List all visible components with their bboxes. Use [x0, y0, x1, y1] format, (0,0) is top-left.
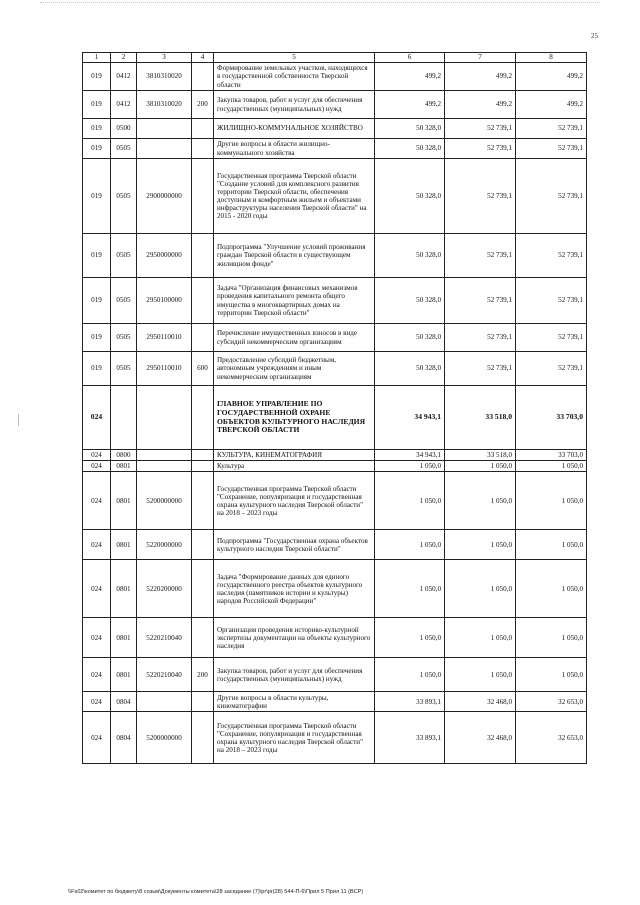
cell-amount-col8: 1 050,0 — [516, 618, 587, 658]
cell-amount-col6: 499,2 — [375, 63, 445, 91]
cell-amount-col7: 33 518,0 — [445, 386, 516, 450]
table-row — [83, 386, 587, 450]
cell-amount-col6: 499,2 — [375, 91, 445, 119]
cell-amount-col8: 1 050,0 — [516, 658, 587, 692]
cell-expense-type — [192, 119, 214, 139]
cell-item-name: ЖИЛИЩНО-КОММУНАЛЬНОЕ ХОЗЯЙСТВО — [214, 119, 375, 139]
table-row — [83, 712, 587, 764]
cell-section-code: 0505 — [111, 139, 137, 159]
cell-amount-col7: 1 050,0 — [445, 530, 516, 560]
cell-amount-col6: 33 893,1 — [375, 712, 445, 764]
cell-expense-type: 600 — [192, 352, 214, 386]
cell-amount-col8: 52 739,1 — [516, 119, 587, 139]
cell-section-code: 0800 — [111, 450, 137, 461]
column-header: 3 — [137, 53, 192, 63]
cell-admin-code: 024 — [83, 461, 111, 472]
cell-target-code: 2950110010 — [137, 352, 192, 386]
cell-admin-code: 019 — [83, 278, 111, 324]
cell-section-code: 0801 — [111, 560, 137, 618]
cell-amount-col6: 1 050,0 — [375, 472, 445, 530]
cell-amount-col8: 1 050,0 — [516, 461, 587, 472]
cell-amount-col7: 1 050,0 — [445, 560, 516, 618]
cell-section-code: 0505 — [111, 352, 137, 386]
cell-target-code — [137, 139, 192, 159]
cell-expense-type: 200 — [192, 658, 214, 692]
cell-amount-col7: 52 739,1 — [445, 234, 516, 278]
cell-amount-col7: 52 739,1 — [445, 159, 516, 234]
cell-amount-col8: 499,2 — [516, 63, 587, 91]
cell-amount-col6: 34 943,1 — [375, 386, 445, 450]
cell-admin-code: 024 — [83, 618, 111, 658]
cell-amount-col6: 1 050,0 — [375, 658, 445, 692]
cell-amount-col8: 52 739,1 — [516, 139, 587, 159]
cell-item-name: Другие вопросы в области жилищно-коммунального хозяйства — [214, 139, 375, 159]
cell-section-code: 0412 — [111, 63, 137, 91]
cell-target-code: 2950100000 — [137, 278, 192, 324]
cell-admin-code: 019 — [83, 234, 111, 278]
cell-admin-code: 019 — [83, 352, 111, 386]
cell-admin-code: 019 — [83, 139, 111, 159]
scan-margin-mark — [18, 414, 23, 426]
cell-amount-col7: 1 050,0 — [445, 461, 516, 472]
table-row — [83, 692, 587, 712]
cell-amount-col7: 32 468,0 — [445, 712, 516, 764]
cell-amount-col7: 52 739,1 — [445, 352, 516, 386]
cell-amount-col6: 50 328,0 — [375, 324, 445, 352]
column-header: 2 — [111, 53, 137, 63]
cell-section-code: 0412 — [111, 91, 137, 119]
cell-section-code: 0500 — [111, 119, 137, 139]
table-header — [83, 53, 587, 63]
cell-admin-code: 019 — [83, 324, 111, 352]
cell-admin-code: 019 — [83, 119, 111, 139]
cell-target-code — [137, 119, 192, 139]
cell-admin-code: 024 — [83, 472, 111, 530]
table-row — [83, 461, 587, 472]
cell-section-code: 0801 — [111, 472, 137, 530]
cell-target-code: 2950000000 — [137, 234, 192, 278]
cell-section-code: 0505 — [111, 278, 137, 324]
cell-item-name: Задача "Формирование данных для единого государственного реестра объектов культурного наследия (памятников истории и культуры) народов Российской Федерации" — [214, 560, 375, 618]
cell-amount-col8: 52 739,1 — [516, 324, 587, 352]
cell-amount-col8: 32 653,0 — [516, 692, 587, 712]
cell-section-code: 0505 — [111, 324, 137, 352]
cell-expense-type — [192, 278, 214, 324]
cell-item-name: Закупка товаров, работ и услуг для обеспечения государственных (муниципальных) нужд — [214, 658, 375, 692]
cell-expense-type — [192, 450, 214, 461]
cell-target-code: 5220210040 — [137, 658, 192, 692]
table-row — [83, 530, 587, 560]
cell-item-name: Государственная программа Тверской области "Создание условий для комплексного развития территории Тверской области, обеспечения доступным и комфортным жильем и объектами инфраструктуры населения Тверской области" на 2015 - 2020 годы — [214, 159, 375, 234]
cell-target-code: 5200000000 — [137, 472, 192, 530]
cell-section-code: 0801 — [111, 530, 137, 560]
table-row — [83, 63, 587, 91]
cell-item-name: Другие вопросы в области культуры, кинематографии — [214, 692, 375, 712]
cell-amount-col8: 32 653,0 — [516, 712, 587, 764]
cell-amount-col6: 50 328,0 — [375, 234, 445, 278]
cell-section-code: 0801 — [111, 658, 137, 692]
cell-target-code — [137, 461, 192, 472]
table-row — [83, 450, 587, 461]
cell-target-code: 5220210040 — [137, 618, 192, 658]
cell-amount-col8: 33 703,0 — [516, 386, 587, 450]
column-header: 5 — [214, 53, 375, 63]
cell-target-code — [137, 450, 192, 461]
cell-amount-col8: 1 050,0 — [516, 560, 587, 618]
cell-expense-type — [192, 386, 214, 450]
cell-amount-col6: 1 050,0 — [375, 530, 445, 560]
cell-section-code: 0801 — [111, 618, 137, 658]
cell-amount-col8: 52 739,1 — [516, 159, 587, 234]
table-row — [83, 234, 587, 278]
table-row — [83, 658, 587, 692]
cell-amount-col8: 33 703,0 — [516, 450, 587, 461]
cell-item-name: Организация проведения историко-культурной экспертизы документации на объекты культурного наследия — [214, 618, 375, 658]
cell-amount-col6: 33 893,1 — [375, 692, 445, 712]
cell-target-code — [137, 692, 192, 712]
cell-section-code: 0801 — [111, 461, 137, 472]
cell-amount-col7: 52 739,1 — [445, 278, 516, 324]
cell-amount-col7: 499,2 — [445, 63, 516, 91]
cell-amount-col6: 1 050,0 — [375, 560, 445, 618]
cell-amount-col7: 1 050,0 — [445, 618, 516, 658]
cell-admin-code: 024 — [83, 530, 111, 560]
cell-target-code: 2900000000 — [137, 159, 192, 234]
cell-item-name: Государственная программа Тверской области "Сохранение, популяризация и государственная охрана культурного наследия Тверской области" на 2018 – 2023 годы — [214, 712, 375, 764]
table-body — [83, 63, 587, 764]
cell-admin-code: 019 — [83, 159, 111, 234]
cell-amount-col8: 499,2 — [516, 91, 587, 119]
cell-admin-code: 024 — [83, 386, 111, 450]
cell-amount-col8: 52 739,1 — [516, 234, 587, 278]
cell-expense-type — [192, 692, 214, 712]
cell-expense-type — [192, 234, 214, 278]
cell-expense-type — [192, 139, 214, 159]
cell-expense-type — [192, 461, 214, 472]
cell-item-name: Перечисление имущественных взносов в виде субсидий некоммерческим организациям — [214, 324, 375, 352]
cell-item-name: Задача "Организация финансовых механизмов проведения капитального ремонта общего имущества в многоквартирных домах на территории Тверской области" — [214, 278, 375, 324]
cell-amount-col7: 32 468,0 — [445, 692, 516, 712]
cell-item-name: Формирование земельных участков, находящихся в государственной собственности Тверской области — [214, 63, 375, 91]
column-header: 8 — [516, 53, 587, 63]
cell-item-name: Государственная программа Тверской области "Сохранение, популяризация и государственная охрана культурного наследия Тверской области" на 2018 – 2023 годы — [214, 472, 375, 530]
cell-amount-col7: 33 518,0 — [445, 450, 516, 461]
cell-expense-type — [192, 63, 214, 91]
cell-admin-code: 019 — [83, 91, 111, 119]
column-header: 7 — [445, 53, 516, 63]
cell-amount-col6: 50 328,0 — [375, 139, 445, 159]
cell-amount-col6: 50 328,0 — [375, 119, 445, 139]
cell-section-code: 0804 — [111, 692, 137, 712]
cell-item-name: Предоставление субсидий бюджетным, автономным учреждениям и иным некоммерческим организациям — [214, 352, 375, 386]
table-row — [83, 352, 587, 386]
cell-amount-col6: 50 328,0 — [375, 352, 445, 386]
cell-amount-col8: 1 050,0 — [516, 530, 587, 560]
cell-target-code: 5200000000 — [137, 712, 192, 764]
cell-target-code: 5220200000 — [137, 560, 192, 618]
cell-amount-col6: 50 328,0 — [375, 278, 445, 324]
scan-edge-noise — [40, 2, 600, 6]
cell-admin-code: 024 — [83, 560, 111, 618]
cell-admin-code: 019 — [83, 63, 111, 91]
cell-expense-type — [192, 159, 214, 234]
cell-item-name: Подпрограмма "Улучшение условий проживания граждан Тверской области в существующем жилищном фонде" — [214, 234, 375, 278]
page-number: 25 — [591, 32, 598, 40]
cell-expense-type — [192, 618, 214, 658]
cell-amount-col7: 1 050,0 — [445, 658, 516, 692]
cell-section-code: 0505 — [111, 159, 137, 234]
cell-amount-col8: 1 050,0 — [516, 472, 587, 530]
cell-expense-type: 200 — [192, 91, 214, 119]
cell-amount-col7: 1 050,0 — [445, 472, 516, 530]
column-header: 6 — [375, 53, 445, 63]
cell-target-code: 5220000000 — [137, 530, 192, 560]
cell-item-name: КУЛЬТУРА, КИНЕМАТОГРАФИЯ — [214, 450, 375, 461]
cell-expense-type — [192, 530, 214, 560]
table-row — [83, 139, 587, 159]
cell-section-code — [111, 386, 137, 450]
table-row — [83, 278, 587, 324]
cell-target-code: 2950110010 — [137, 324, 192, 352]
column-header: 4 — [192, 53, 214, 63]
footer-file-path: \\Fs02\комитет по бюджету\8 созыв\Документы комитета\28 заседание (7)\pr\pr(28) 544-П-6\Прил 5 Прил 11 (ВСР) — [68, 889, 364, 895]
cell-amount-col7: 499,2 — [445, 91, 516, 119]
cell-amount-col7: 52 739,1 — [445, 139, 516, 159]
cell-expense-type — [192, 324, 214, 352]
cell-target-code — [137, 386, 192, 450]
cell-target-code: 3810310020 — [137, 63, 192, 91]
table-row — [83, 324, 587, 352]
cell-expense-type — [192, 712, 214, 764]
table-row — [83, 560, 587, 618]
cell-amount-col6: 34 943,1 — [375, 450, 445, 461]
table-row — [83, 91, 587, 119]
budget-table — [82, 52, 587, 764]
cell-target-code: 3810310020 — [137, 91, 192, 119]
table-row — [83, 119, 587, 139]
cell-admin-code: 024 — [83, 658, 111, 692]
table-row — [83, 472, 587, 530]
cell-section-code: 0804 — [111, 712, 137, 764]
cell-amount-col7: 52 739,1 — [445, 324, 516, 352]
cell-amount-col6: 50 328,0 — [375, 159, 445, 234]
header-row — [83, 53, 587, 63]
cell-amount-col7: 52 739,1 — [445, 119, 516, 139]
cell-item-name: Подпрограмма "Государственная охрана объектов культурного наследия Тверской области" — [214, 530, 375, 560]
cell-expense-type — [192, 472, 214, 530]
column-header: 1 — [83, 53, 111, 63]
cell-expense-type — [192, 560, 214, 618]
table-row — [83, 159, 587, 234]
cell-admin-code: 024 — [83, 450, 111, 461]
table-row — [83, 618, 587, 658]
cell-item-name: Закупка товаров, работ и услуг для обеспечения государственных (муниципальных) нужд — [214, 91, 375, 119]
cell-item-name: Культура — [214, 461, 375, 472]
cell-amount-col6: 1 050,0 — [375, 618, 445, 658]
cell-amount-col6: 1 050,0 — [375, 461, 445, 472]
cell-admin-code: 024 — [83, 692, 111, 712]
cell-amount-col8: 52 739,1 — [516, 278, 587, 324]
cell-section-code: 0505 — [111, 234, 137, 278]
cell-admin-code: 024 — [83, 712, 111, 764]
cell-item-name: ГЛАВНОЕ УПРАВЛЕНИЕ ПО ГОСУДАРСТВЕННОЙ ОХРАНЕ ОБЪЕКТОВ КУЛЬТУРНОГО НАСЛЕДИЯ ТВЕРСКОЙ ОБЛАСТИ — [214, 386, 375, 450]
cell-amount-col8: 52 739,1 — [516, 352, 587, 386]
